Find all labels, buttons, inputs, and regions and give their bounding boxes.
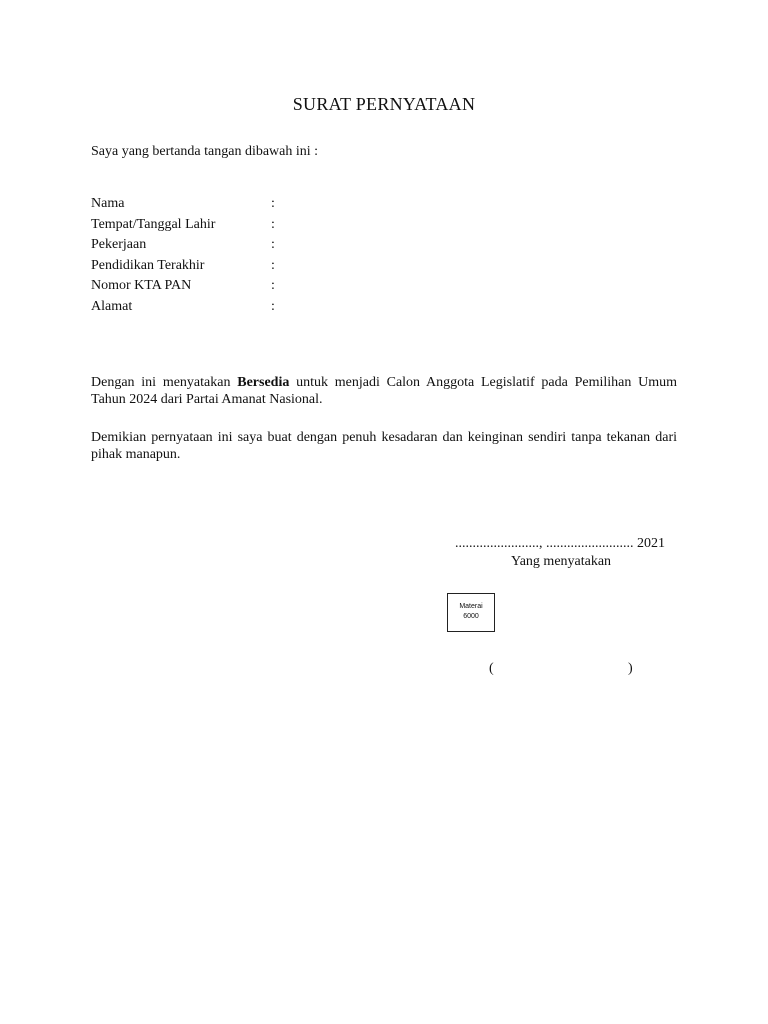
field-colon: :	[271, 278, 275, 294]
statement-bold-word: Bersedia	[237, 375, 290, 390]
field-row-nama	[91, 195, 391, 216]
identity-fields	[91, 195, 391, 319]
statement-text-before: Dengan ini menyatakan	[91, 375, 238, 390]
materai-stamp-box	[447, 593, 495, 632]
closing-paragraph: Demikian pernyataan ini saya buat dengan penuh kesadaran dan keinginan sendiri tanpa tekanan dari pihak manapun.	[91, 430, 677, 462]
field-label: Nomor KTA PAN	[91, 278, 192, 294]
field-label: Nama	[91, 196, 125, 211]
stamp-line2: 6000	[463, 613, 479, 620]
signature-paren-open: (	[489, 661, 494, 676]
statement-paragraph	[91, 374, 677, 408]
intro-text: Saya yang bertanda tangan dibawah ini :	[91, 144, 319, 159]
signer-label: Yang menyatakan	[511, 554, 612, 569]
field-label: Pendidikan Terakhir	[91, 257, 205, 273]
stamp-line1: Materai	[459, 603, 483, 610]
field-colon: :	[271, 216, 275, 232]
field-colon: :	[271, 196, 275, 211]
field-label: Tempat/Tanggal Lahir	[91, 216, 216, 232]
field-colon: :	[271, 257, 275, 273]
document-title: SURAT PERNYATAAN	[292, 94, 476, 114]
field-label: Alamat	[91, 298, 133, 314]
field-row-pendidikan-terakhir	[91, 257, 391, 278]
field-row-alamat	[91, 298, 391, 319]
field-row-tempat-tanggal-lahir	[91, 216, 391, 237]
field-row-nomor-kta-pan	[91, 277, 391, 298]
signature-paren-close: )	[628, 661, 633, 676]
field-label: Pekerjaan	[91, 237, 147, 253]
place-date-line: ........................, ......................... 2021	[455, 536, 665, 551]
field-colon: :	[271, 237, 275, 253]
field-colon: :	[271, 298, 275, 314]
field-row-pekerjaan	[91, 236, 391, 257]
statement-text-after: untuk menjadi Calon Anggota Legislatif pada Pemilihan Umum Tahun 2024 dari Partai Amanat Nasional.	[91, 375, 678, 407]
